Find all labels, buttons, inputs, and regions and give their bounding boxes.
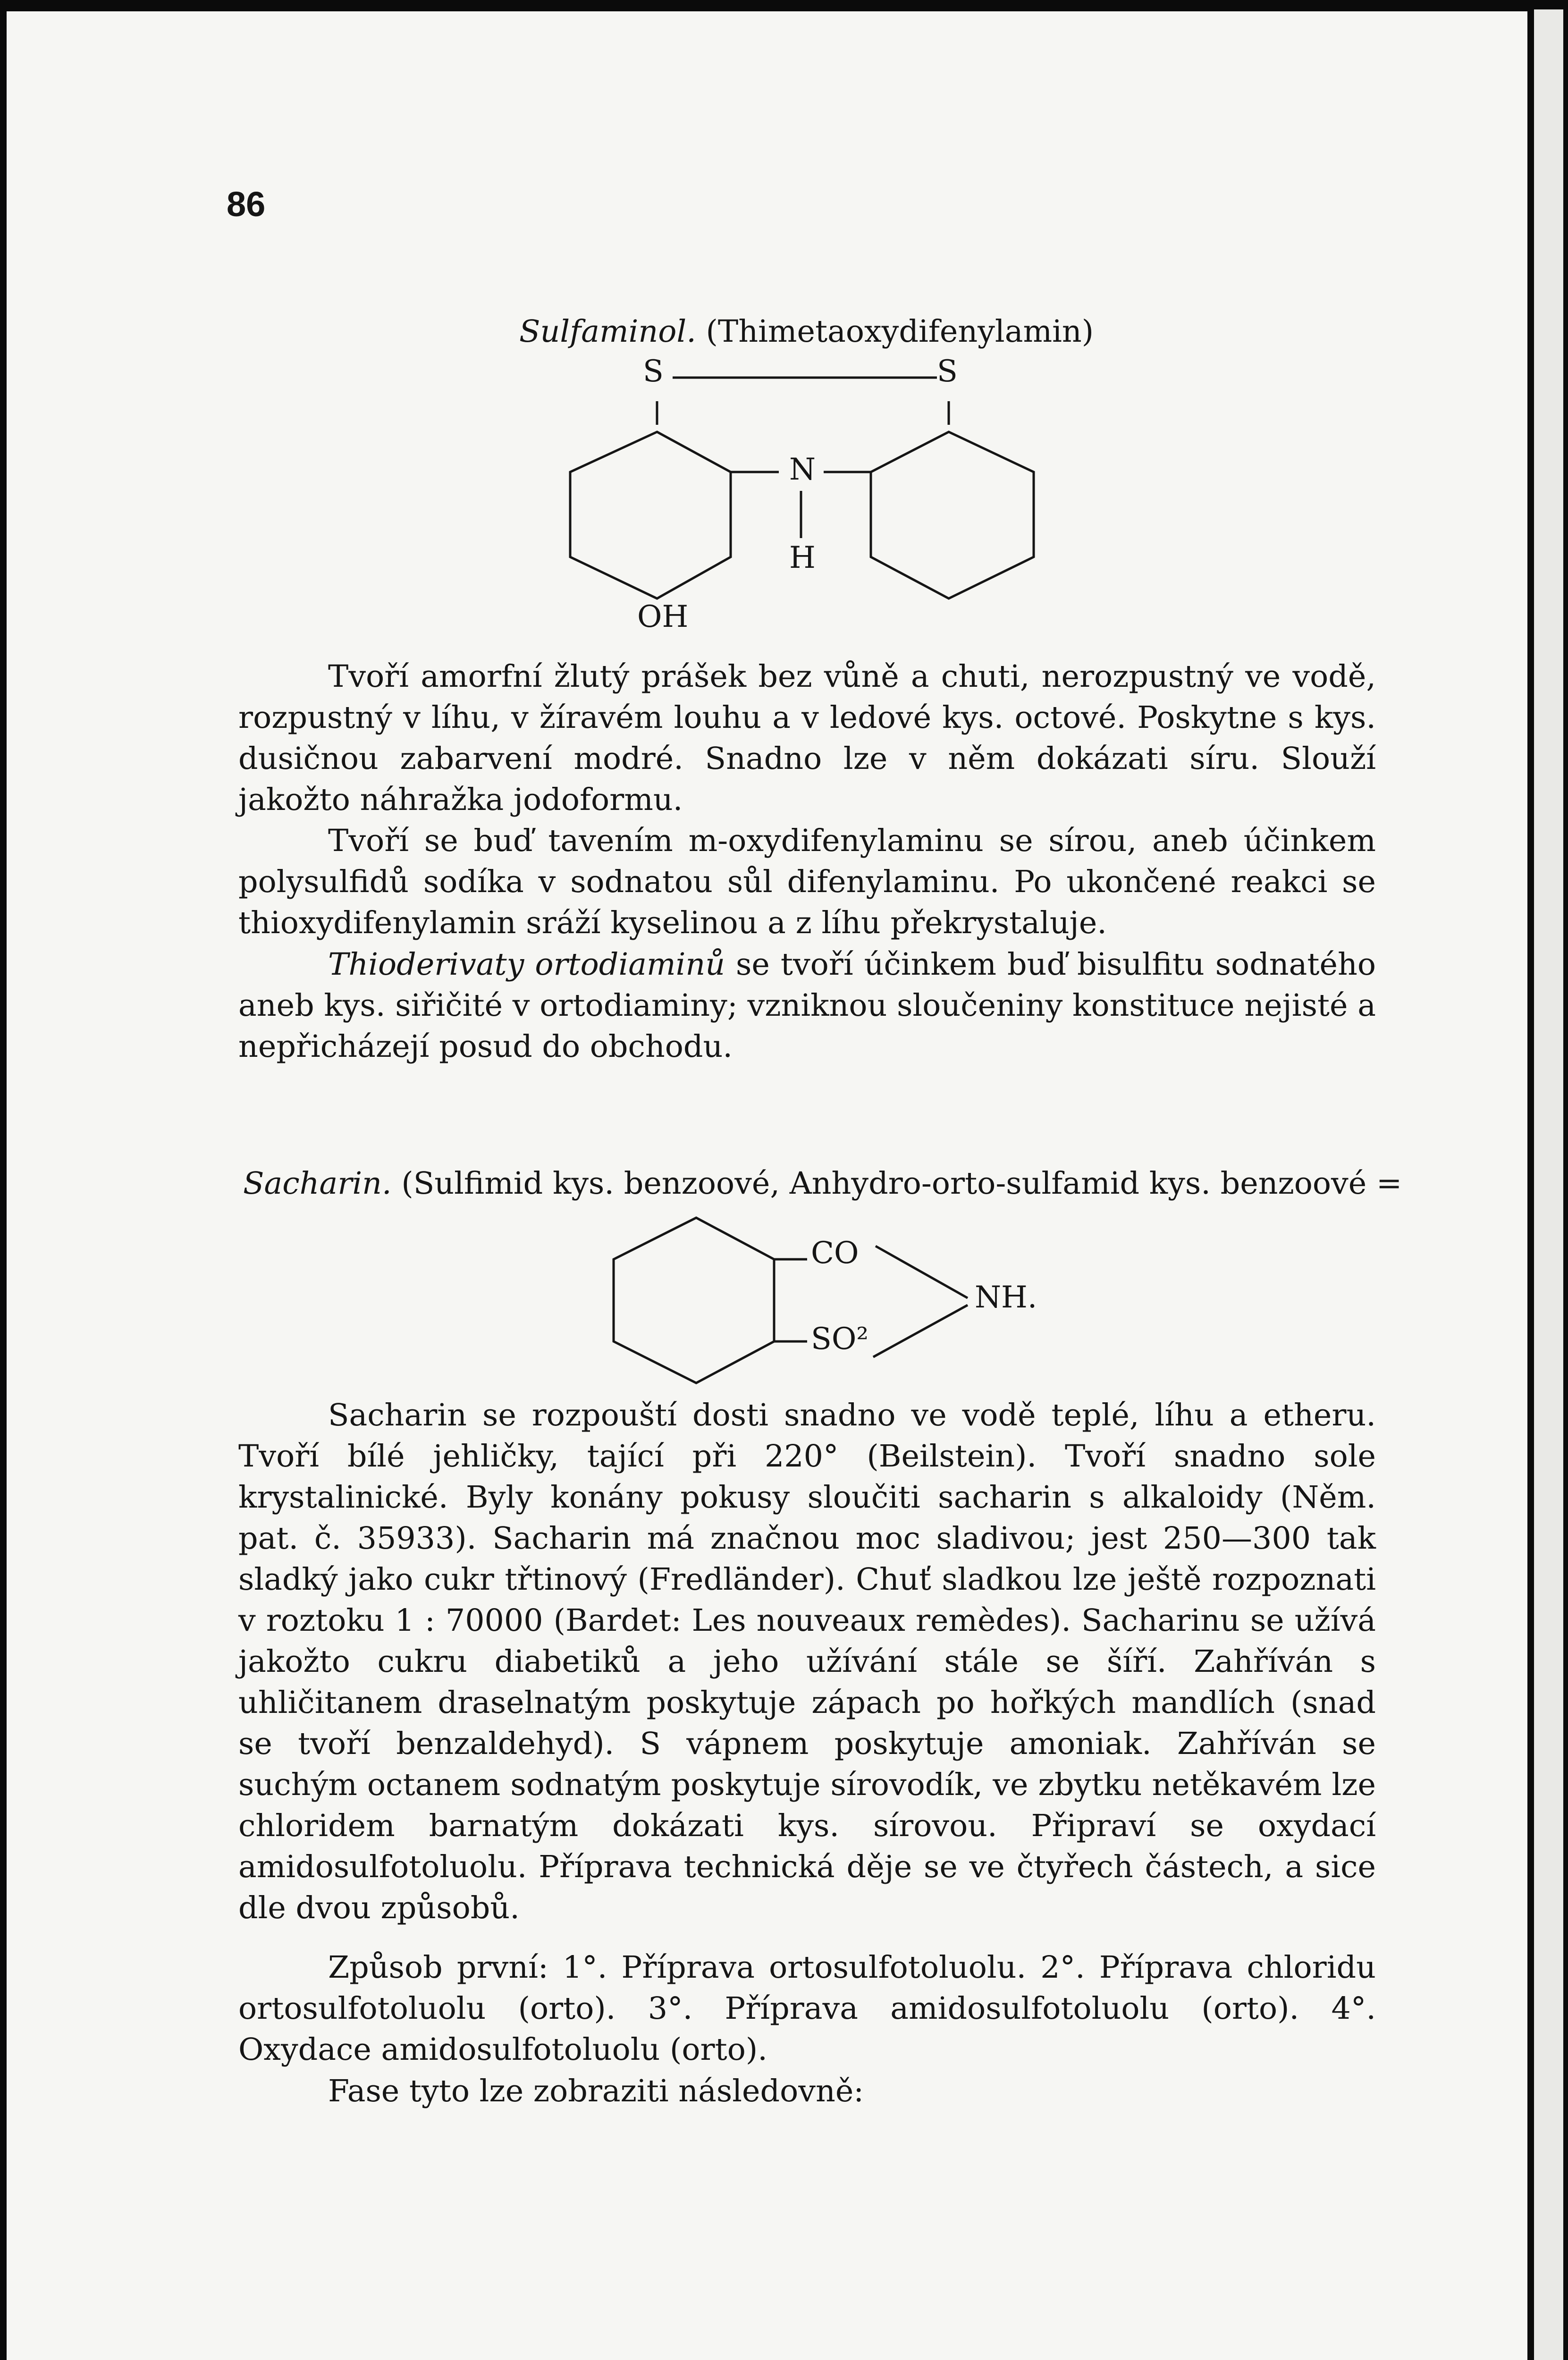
sacharin-paragraph-1: Sacharin se rozpouští dosti snadno ve vodě teplé, líhu a etheru. Tvoří bílé jehličky, tající při 220° (Beilstein). Tvoří snadno sole krystalinické. Byly konány pokusy sloučiti sacharin s alkaloidy (Něm. pat. č. 35933). Sacharin má značnou moc sladivou; jest 250—300 tak sladký jako cukr třtinový (Fredländer). Chuť sladkou lze ještě rozpoznati v roztoku 1 : 70000 (Bardet: Les nouveaux remèdes). Sacharinu se užívá jakožto cukru diabetiků a jeho užívání stále se šíří. Zahříván s uhličitanem draselnatým poskytuje zápach po hořkých mandlích (snad se tvoří benzaldehyd). S vápnem poskytuje amoniak. Zahříván se suchým octanem sodnatým poskytuje sírovodík, ve zbytku netěkavém lze chloridem barnatým dokázati kys. sírovou. Připraví se oxydací amidosulfotoluolu. Příprava technická děje se ve čtyřech částech, a sice dle dvou způsobů.	[238, 1398, 1376, 1926]
sacharin-subtitle: (Sulfimid kys. benzoové, Anhydro-orto-sulfamid kys. benzoové =	[401, 1166, 1402, 1201]
atom-h: H	[789, 540, 816, 575]
sulfaminol-paragraph-1: Tvoří amorfní žlutý prášek bez vůně a chuti, nerozpustný ve vodě, rozpustný v líhu, v žíravém louhu a v ledové kys. octové. Poskytne s kys. dusičnou zabarvení modré. Snadno lze v něm dokázati síru. Slouží jakožto náhražka jodoformu.	[238, 659, 1376, 818]
benzene-ring	[614, 1218, 774, 1383]
sacharin-name: Sacharin.	[243, 1166, 392, 1201]
so2-nh-bond	[873, 1305, 968, 1357]
atom-n: N	[789, 452, 816, 487]
sacharin-paragraph-2: Způsob první: 1°. Příprava ortosulfotoluolu. 2°. Příprava chloridu ortosulfotoluolu (orto). 3°. Příprava amidosulfotoluolu (orto). 4°. Oxydace amidosulfotoluolu (orto).	[238, 1950, 1376, 2067]
co-nh-bond	[876, 1246, 968, 1298]
thioderivaty-term: Thioderivaty ortodiaminů	[328, 947, 725, 982]
sulfaminol-name: Sulfaminol.	[519, 314, 696, 349]
group-co: CO	[811, 1236, 859, 1271]
group-nh: NH.	[975, 1280, 1037, 1315]
group-so2: SO²	[811, 1322, 868, 1357]
atom-s-right: S	[937, 354, 958, 389]
sulfaminol-paragraph-2: Tvoří se buď tavením m-oxydifenylaminu se sírou, aneb účinkem polysulfidů sodíka v sodnatou sůl difenylaminu. Po ukončené reakci se thioxydifenylamin sráží kyselinou a z líhu překrystaluje.	[238, 823, 1376, 941]
group-oh: OH	[637, 599, 689, 634]
thioderivaty-text: se tvoří účinkem buď bisulfitu sodnatého aneb kys. siřičité v ortodiaminy; vzniknou sloučeniny konstituce nejisté a nepřicházejí posud do obchodu.	[238, 947, 1376, 1064]
atom-s-left: S	[643, 354, 664, 389]
sacharin-paragraph-3: Fase tyto lze zobraziti následovně:	[328, 2073, 864, 2109]
page-number: 86	[227, 185, 266, 224]
sulfaminol-subtitle: (Thimetaoxydifenylamin)	[706, 314, 1094, 349]
